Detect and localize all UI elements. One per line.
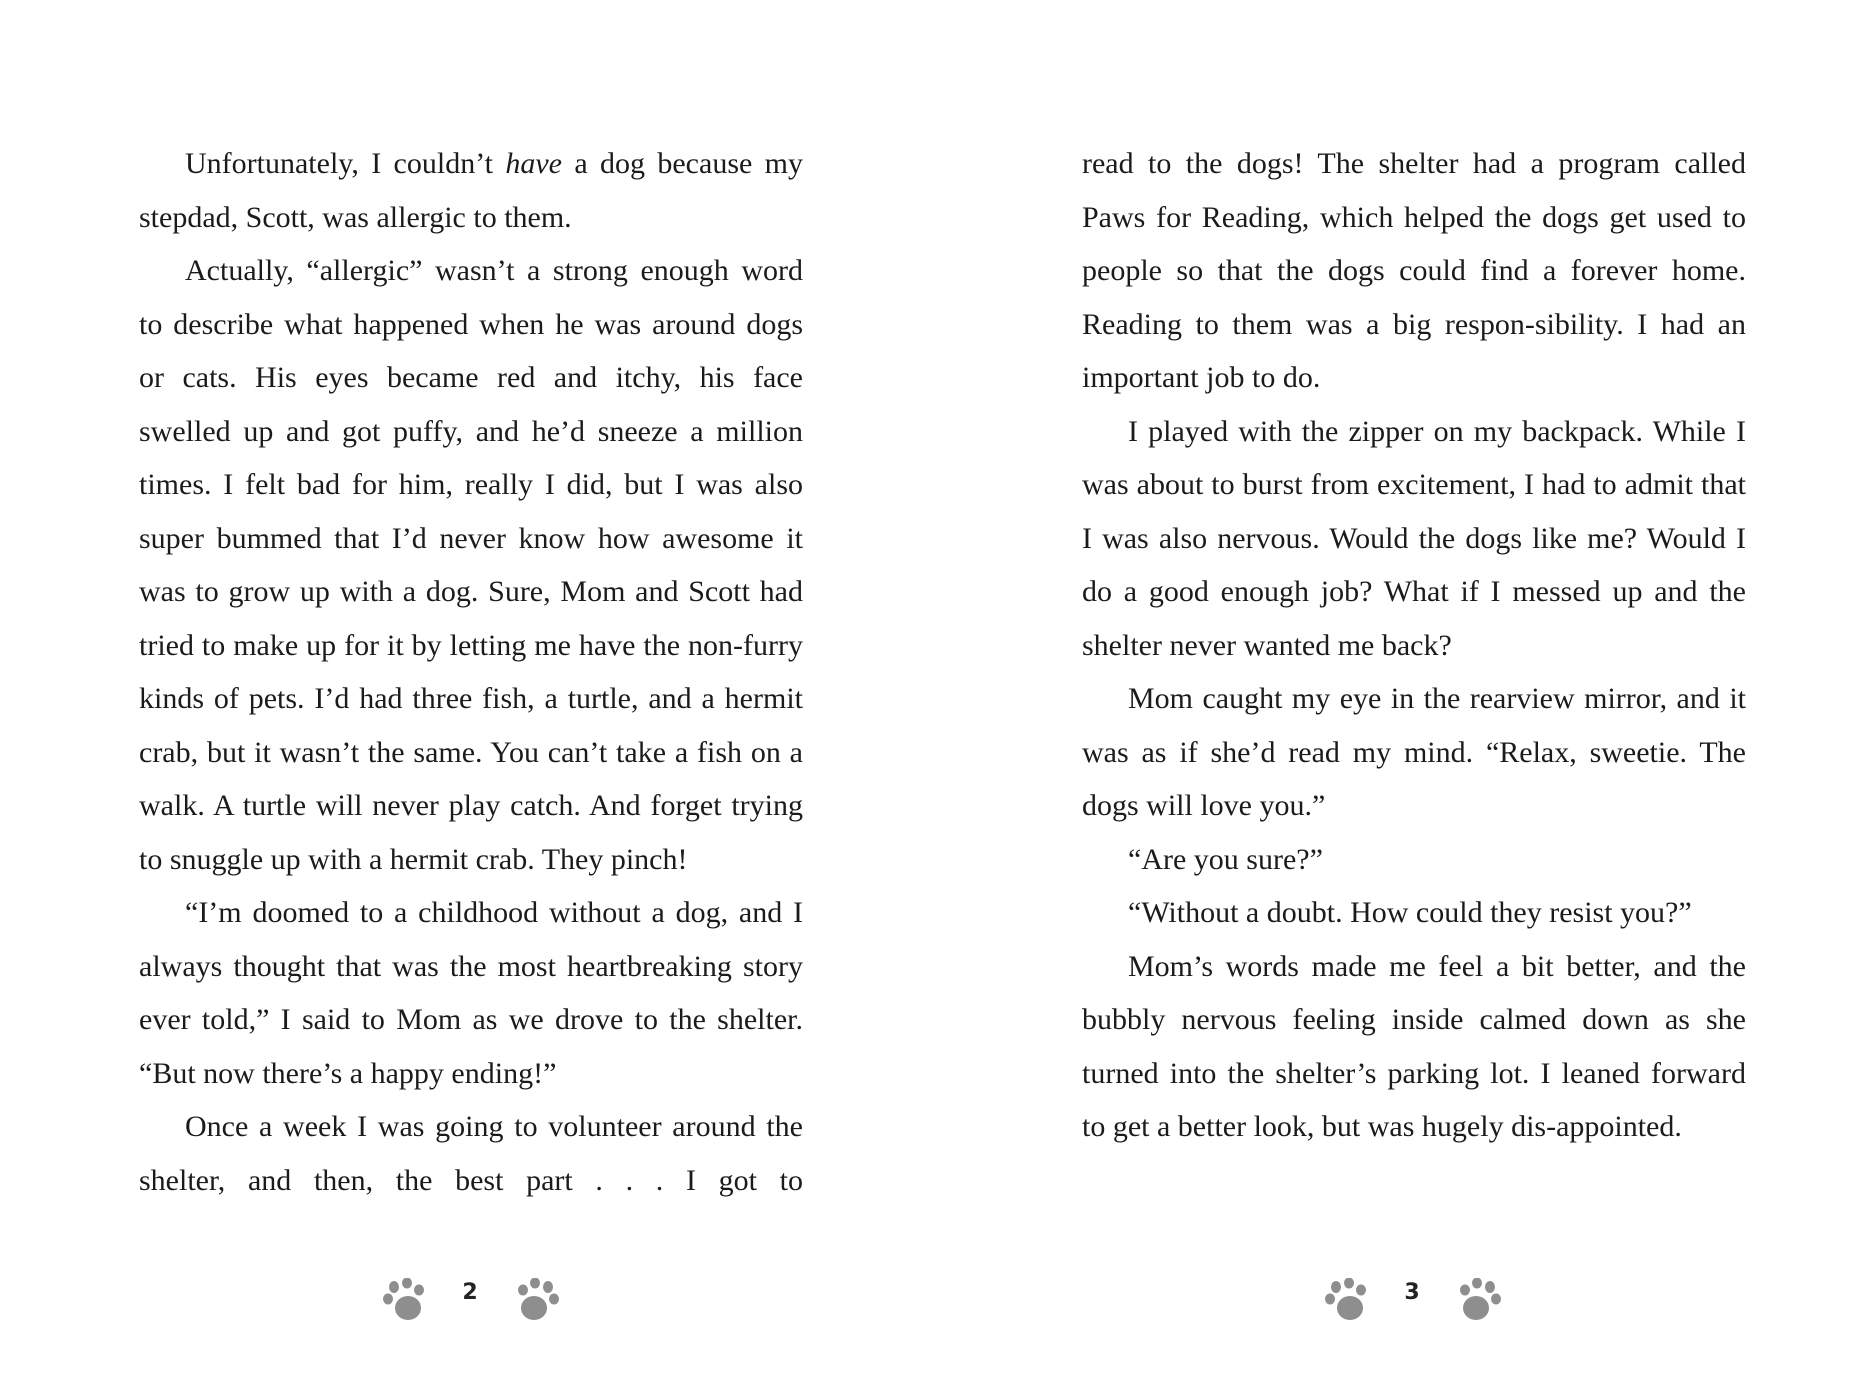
paragraph: “Without a doubt. How could they resist you?” bbox=[1128, 896, 1692, 929]
paragraph: Mom’s words made me feel a bit better, and the bubbly nervous feeling inside calmed down as she turned into the shelter’s parking lot. I leaned forward to get a better look, but was hugely dis-appointed. bbox=[1082, 949, 1746, 1143]
paragraph: Mom caught my eye in the rearview mirror, and it was as if she’d read my mind. “Relax, sweetie. The dogs will love you.” bbox=[1082, 682, 1746, 822]
paragraph: Unfortunately, I couldn’t have a dog because my stepdad, Scott, was allergic to them. bbox=[139, 147, 803, 234]
paw-print-icon bbox=[510, 1278, 564, 1324]
paw-print-icon bbox=[1452, 1278, 1506, 1324]
page-number: 2 bbox=[462, 1280, 478, 1305]
paw-print-icon bbox=[378, 1278, 432, 1324]
paragraph: “I’m doomed to a childhood without a dog, and I always thought that was the most heartbreaking story ever told,” I said to Mom as we drove to the shelter. “But now there’s a happy ending!” bbox=[139, 896, 803, 1090]
paragraph: Once a week I was going to volunteer around the shelter, and then, the best part . . . I got to bbox=[139, 1110, 803, 1197]
paragraph: I played with the zipper on my backpack. While I was about to burst from excitement, I had to admit that I was also nervous. Would the dogs like me? Would I do a good enough job? What if I messed up and the shelter never wanted me back? bbox=[1082, 414, 1746, 662]
right-page bbox=[1082, 137, 1746, 1154]
right-page-text bbox=[1082, 137, 1746, 1154]
left-page-footer bbox=[370, 1270, 570, 1330]
page-number: 3 bbox=[1404, 1280, 1420, 1305]
paragraph: “Are you sure?” bbox=[1128, 842, 1323, 876]
emphasis-text: have bbox=[505, 147, 562, 180]
paw-print-icon bbox=[1320, 1278, 1374, 1324]
paragraph: read to the dogs! The shelter had a program called Paws for Reading, which helped the dogs get used to people so that the dogs could find a forever home. Reading to them was a big respon-sibility. I had an important job to do. bbox=[1082, 147, 1746, 394]
left-page bbox=[139, 137, 803, 1207]
paragraph: Actually, “allergic” wasn’t a strong enough word to describe what happened when he was around dogs or cats. His eyes became red and itchy, his face swelled up and got puffy, and he’d sneeze a million times. I felt bad for him, really I did, but I was also super bummed that I’d never know how awesome it was to grow up with a dog. Sure, Mom and Scott had tried to make up for it by letting me have the non-furry kinds of pets. I’d had three fish, a turtle, and a hermit crab, but it wasn’t the same. You can’t take a fish on a walk. A turtle will never play catch. And forget trying to snuggle up with a hermit crab. They pinch! bbox=[139, 254, 803, 876]
left-page-text bbox=[139, 137, 803, 1207]
right-page-footer bbox=[1312, 1270, 1512, 1330]
